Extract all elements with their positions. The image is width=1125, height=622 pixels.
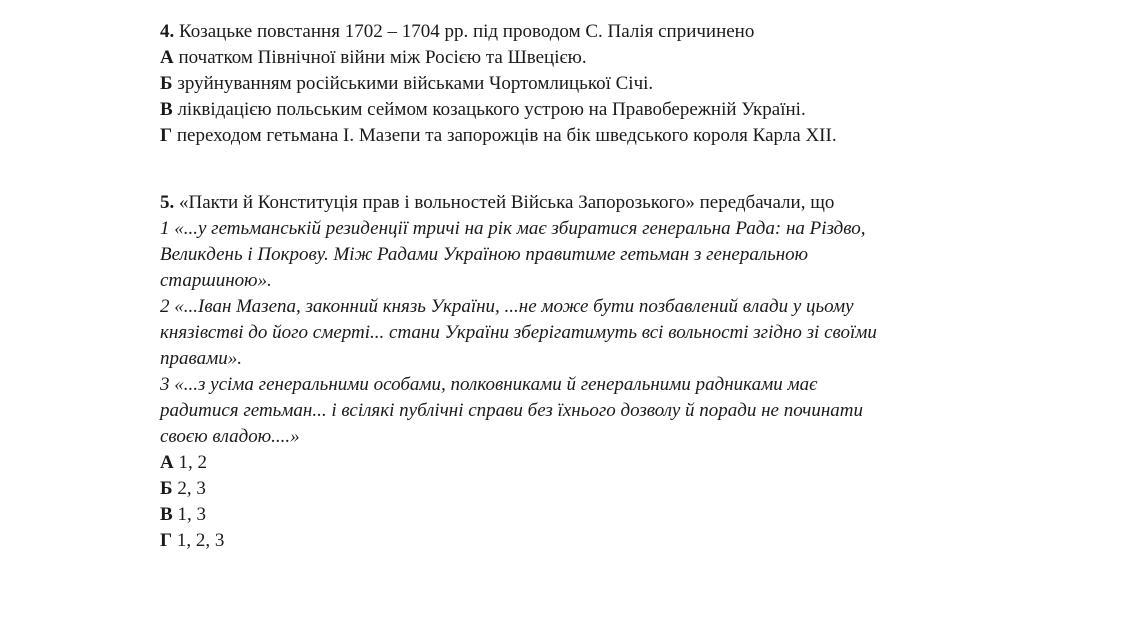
excerpt-line: радитися гетьман... і всілякі публічні справи без їхнього дозволу й поради не починати [160, 400, 863, 421]
question-text: «Пакти й Конституція прав і вольностей Війська Запорозького» передбачали, що [174, 192, 835, 213]
option-letter: Б [160, 73, 173, 94]
excerpt-line: 2 «...Іван Мазепа, законний князь України, ...не може бути позбавлений влади у цьому [160, 296, 854, 317]
option-letter: В [160, 99, 173, 120]
answer-option-h [160, 528, 1060, 554]
option-letter: А [160, 47, 174, 68]
option-text: переходом гетьмана І. Мазепи та запорожців на бік шведського короля Карла ХІІ. [172, 125, 837, 146]
question-4-stem [160, 19, 1060, 45]
option-letter: А [160, 452, 174, 473]
option-text: 1, 3 [172, 504, 206, 525]
answer-option-v [160, 502, 1060, 528]
question-4 [160, 19, 1060, 149]
excerpt-line: 3 «...з усіма генеральними особами, полковниками й генеральними радниками має [160, 374, 818, 395]
question-5 [160, 190, 1060, 554]
excerpt-line: князівстві до його смерті... стани України зберігатимуть всі вольності згідно зі своїми [160, 322, 877, 343]
option-text: 1, 2 [173, 452, 207, 473]
option-text: ліквідацією польським сеймом козацького устрою на Правобережній Україні. [172, 99, 806, 120]
answer-option-a [160, 45, 1060, 71]
option-text: 2, 3 [172, 478, 206, 499]
option-text: початком Північної війни між Росією та Швецією. [173, 47, 587, 68]
excerpt-line: правами». [160, 348, 242, 369]
excerpt-line: 1 «...у гетьманській резиденції тричі на рік має збиратися генеральна Рада: на Різдво, [160, 218, 866, 239]
option-letter: Б [160, 478, 173, 499]
option-text: 1, 2, 3 [172, 530, 225, 551]
option-letter: Г [160, 125, 173, 146]
answer-option-h [160, 123, 1060, 149]
answer-option-a [160, 450, 1060, 476]
excerpt-line: старшиною». [160, 270, 272, 291]
answer-option-b [160, 476, 1060, 502]
question-spacer [160, 149, 1060, 190]
document-page [160, 19, 1060, 554]
answer-option-v [160, 97, 1060, 123]
question-number: 5. [160, 192, 175, 213]
option-letter: В [160, 504, 173, 525]
option-text: зруйнуванням російськими військами Чортомлицької Січі. [172, 73, 654, 94]
answer-option-b [160, 71, 1060, 97]
question-5-stem [160, 190, 1060, 216]
option-letter: Г [160, 530, 173, 551]
excerpt-line: своєю владою....» [160, 426, 300, 447]
question-number: 4. [160, 21, 175, 42]
excerpt-line: Великдень і Покрову. Між Радами Україною правитиме гетьман з генеральною [160, 244, 809, 265]
question-text: Козацьке повстання 1702 – 1704 рр. під проводом С. Палія спричинено [174, 21, 755, 42]
